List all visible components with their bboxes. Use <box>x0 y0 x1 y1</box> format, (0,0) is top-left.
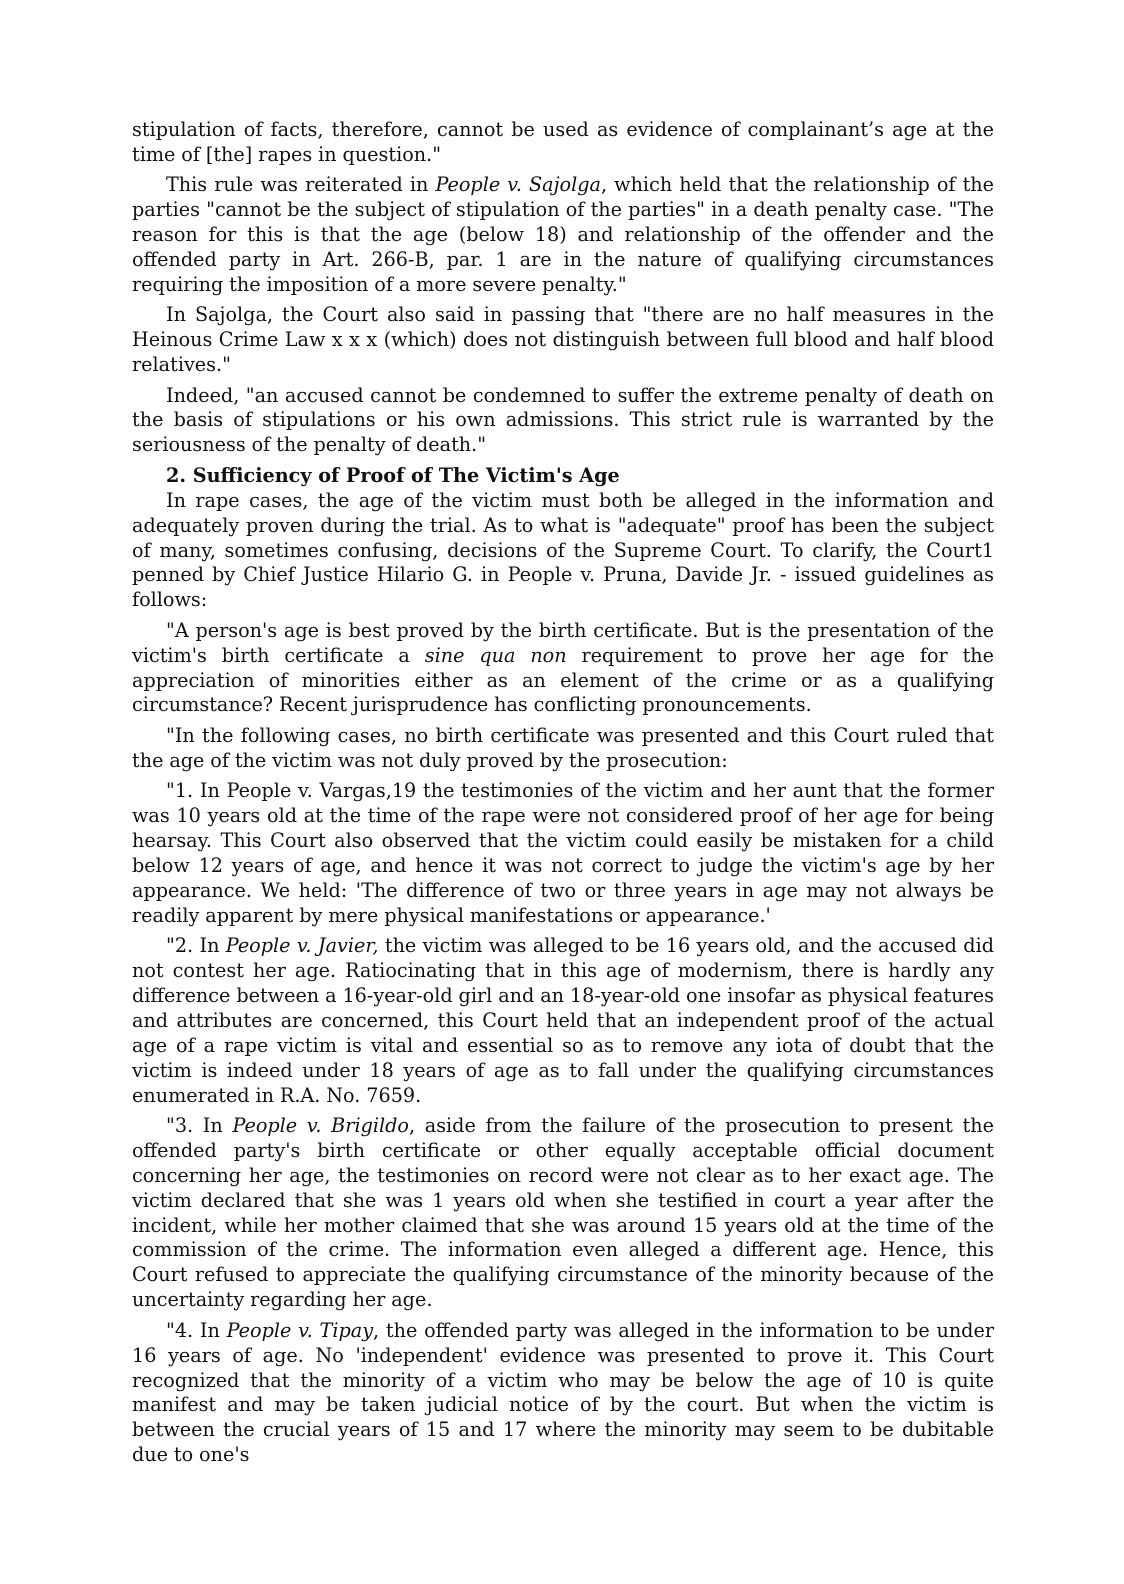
case-name-italic: People v. Tipay <box>226 1318 374 1342</box>
case-name-italic: People v. Javier, <box>225 934 379 958</box>
text-run: , the offended party was alleged in the information to be under 16 years of age. No 'independent' evidence was presented to prove it. This Court recognized that the minority of a victim who may be below the age of 10 is quite manifest and may be taken judicial notice of by the court. But when the victim is between the crucial years of 15 and 17 where the minority may seem to be dubitable due to one's <box>132 1318 994 1467</box>
heading-text: 2. Sufficiency of Proof of The Victim's Age <box>166 463 620 487</box>
paragraph-case-vargas <box>132 779 994 928</box>
paragraph-birth-certificate <box>132 619 994 719</box>
text-run: "In the following cases, no birth certificate was presented and this Court ruled that the age of the victim was not duly proved by the prosecution: <box>132 723 994 772</box>
paragraph-stipulation <box>132 118 994 168</box>
text-run: "4. In <box>166 1318 227 1342</box>
text-run: Indeed, "an accused cannot be condemned to suffer the extreme penalty of death on the basis of stipulations or his own admissions. This strict rule is warranted by the seriousness of the penalty of death." <box>132 383 994 457</box>
text-run: "2. In <box>166 934 226 958</box>
paragraph-half-measures <box>132 303 994 378</box>
text-run: This rule was reiterated in <box>166 173 436 197</box>
case-name-italic: People v. Sajolga <box>435 173 601 197</box>
text-run: , aside from the failure of the prosecution to present the offended party's birth certificate or other equally acceptable official document concerning her age, the testimonies on record were not clear as to her exact age. The victim declared that she was 1 years old when she testified in court a year after the incident, while her mother claimed that she was around 15 years old at the time of the commission of the crime. The information even alleged a different age. Hence, this Court refused to appreciate the qualifying circumstance of the minority because of the uncertainty regarding her age. <box>132 1113 994 1312</box>
paragraph-case-javier <box>132 934 994 1108</box>
paragraph-sajolga-rule <box>132 173 994 298</box>
text-run: "A person's age is best proved by the birth certificate. But is the presentation of the victim's birth certificate a <box>132 618 994 667</box>
section-heading <box>132 464 994 489</box>
paragraph-following-cases <box>132 724 994 774</box>
text-run: "1. In People v. Vargas,19 the testimonies of the victim and her aunt that the former was 10 years old at the time of the rape were not considered proof of her age for being hearsay. This Court also observed that the victim could easily be mistaken for a child below 12 years of age, and hence it was not correct to judge the victim's age by her appearance. We held: 'The difference of two or three years in age may not always be readily apparent by mere physical manifestations or appearance.' <box>132 779 994 927</box>
paragraph-case-tipay <box>132 1319 994 1468</box>
latin-term-italic: sine qua non <box>424 643 567 667</box>
text-run: stipulation of facts, therefore, cannot be used as evidence of complainant’s age at the time of [the] rapes in question." <box>132 118 994 166</box>
text-run: In rape cases, the age of the victim must both be alleged in the information and adequately proven during the trial. As to what is "adequate" proof has been the subject of many, sometimes confusing, decisions of the Supreme Court. To clarify, the Court1 penned by Chief Justice Hilario G. in People v. Pruna, Davide Jr. - issued guidelines as follows: <box>132 488 994 612</box>
text-run: , which held that the relationship of the parties "cannot be the subject of stipulation of the parties" in a death penalty case. "The reason for this is that the age (below 18) and relationship of the offender and the offended party in Art. 266-B, par. 1 are in the nature of qualifying circumstances requiring the imposition of a more severe penalty." <box>132 173 994 296</box>
paragraph-case-brigildo <box>132 1114 994 1313</box>
case-name-italic: People v. Brigildo <box>232 1113 409 1137</box>
text-run: In Sajolga, the Court also said in passing that "there are no half measures in the Heinous Crime Law x x x (which) does not distinguish between full blood and half blood relatives." <box>132 303 994 377</box>
paragraph-rape-cases-age <box>132 489 994 614</box>
text-run: the victim was alleged to be 16 years old, and the accused did not contest her age. Ratiocinating that in this age of modernism, there is hardly any difference between a 16-year-old girl and an 18-year-old one insofar as physical features and attributes are concerned, this Court held that an independent proof of the actual age of a rape victim is vital and essential so as to remove any iota of doubt that the victim is indeed under 18 years of age as to fall under the qualifying circumstances enumerated in R.A. No. 7659. <box>132 934 994 1107</box>
text-run: requirement to prove her age for the appreciation of minorities either as an element of the crime or as a qualifying circumstance? Recent jurisprudence has conflicting pronouncements. <box>132 643 994 717</box>
paragraph-extreme-penalty <box>132 384 994 459</box>
text-run: "3. In <box>166 1113 233 1137</box>
